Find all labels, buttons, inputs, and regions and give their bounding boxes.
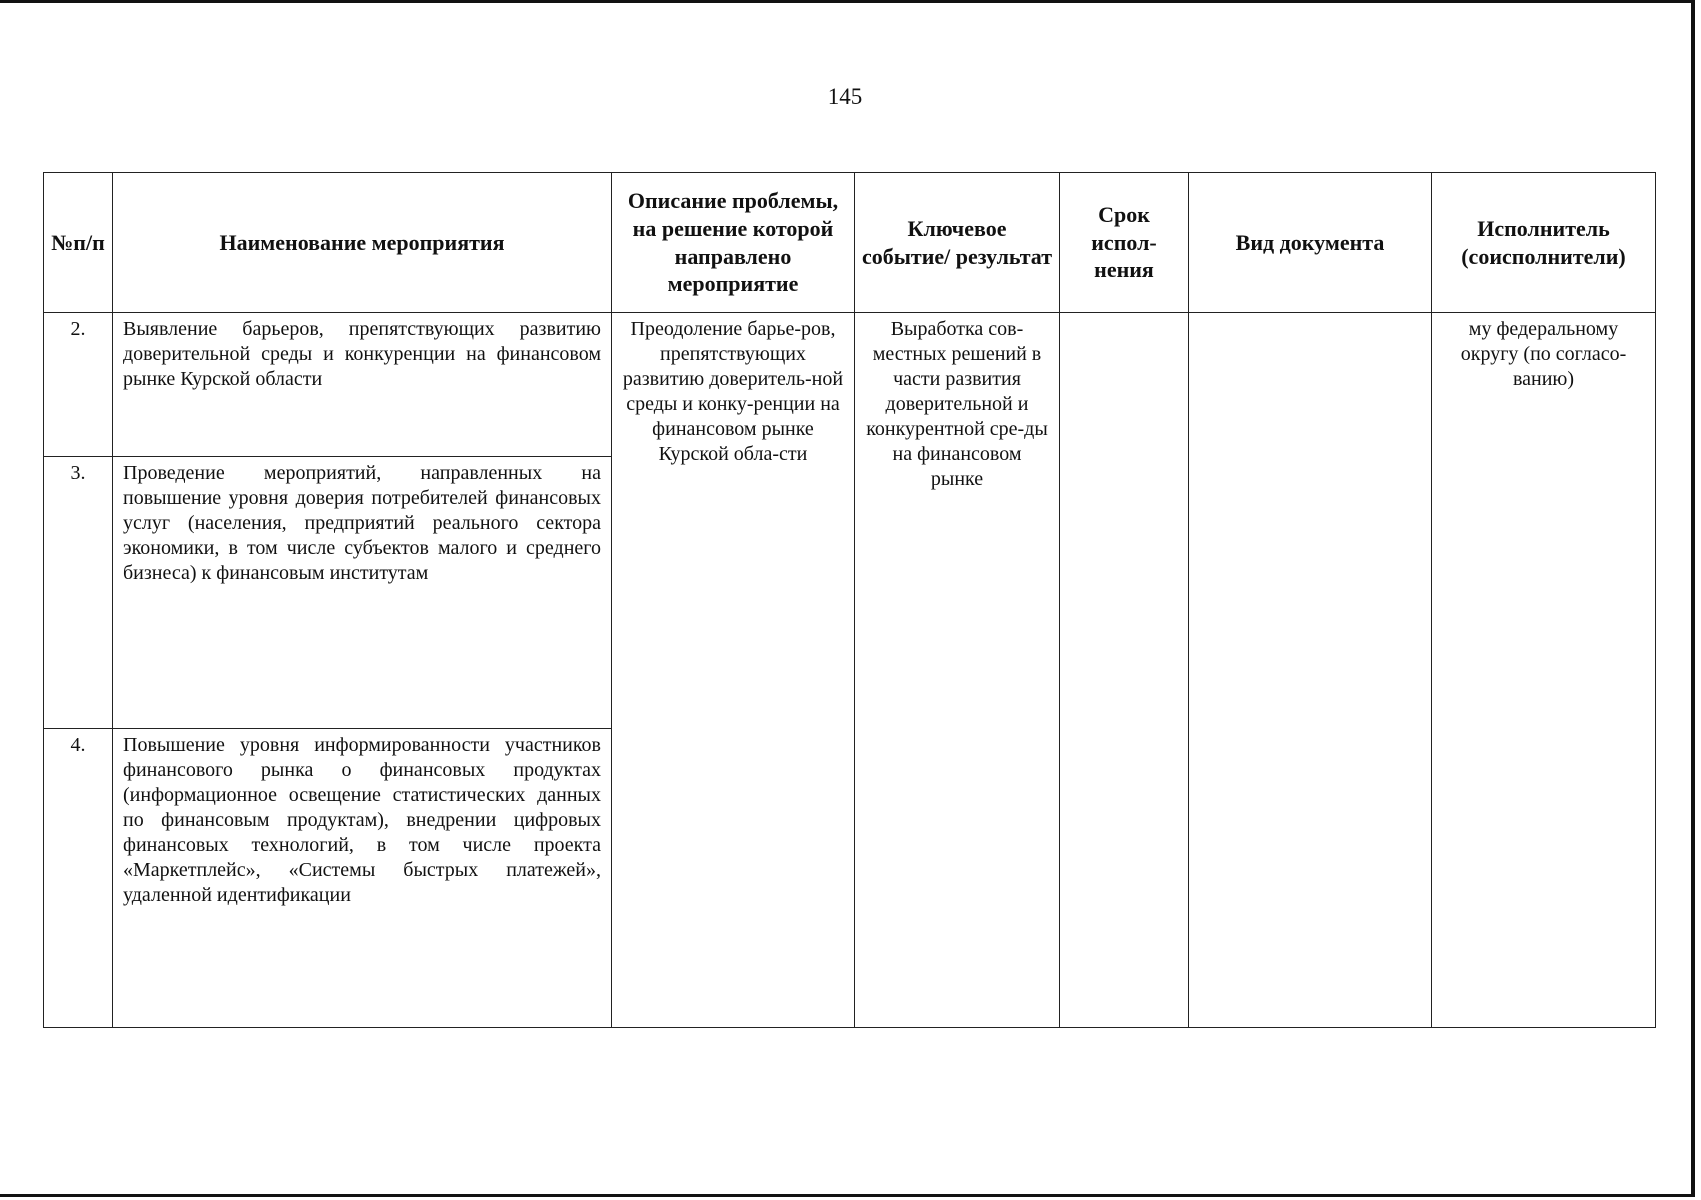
header-num: №п/п <box>44 173 113 313</box>
header-problem: Описание проблемы, на решение которой направлено мероприятие <box>612 173 855 313</box>
header-key-event: Ключевое событие/ результат <box>855 173 1060 313</box>
table-header-row <box>44 173 1656 313</box>
activity-name: Повышение уровня информированности участников финансового рынка о финансовых продуктах (информационное освещение статистических данных по финансовым продуктам), внедрении цифровых финансовых технологий, в том числе проекта «Маркетплейс», «Системы быстрых платежей», удаленной идентификации <box>113 729 612 1028</box>
activities-table <box>43 172 1656 1028</box>
activity-name: Выявление барьеров, препятствующих развитию доверительной среды и конкуренции на финансовом рынке Курской области <box>113 313 612 457</box>
row-number: 4. <box>44 729 113 1028</box>
activity-name: Проведение мероприятий, направленных на повышение уровня доверия потребителей финансовых услуг (населения, предприятий реального сектора экономики, в том числе субъектов малого и среднего бизнеса) к финансовым институтам <box>113 457 612 729</box>
page-number: 145 <box>827 84 863 109</box>
header-executor: Исполнитель (соисполнители) <box>1432 173 1656 313</box>
header-name: Наименование мероприятия <box>113 173 612 313</box>
table-row <box>44 313 1656 457</box>
executor-cell: му федеральному округу (по согласо-ванию) <box>1432 313 1656 1028</box>
row-number: 2. <box>44 313 113 457</box>
problem-description: Преодоление барье-ров, препятствующих развитию доверитель-ной среды и конку-ренции на финансовом рынке Курской обла-сти <box>612 313 855 1028</box>
deadline-cell <box>1060 313 1189 1028</box>
row-number: 3. <box>44 457 113 729</box>
header-deadline: Срок испол-нения <box>1060 173 1189 313</box>
doc-type-cell <box>1189 313 1432 1028</box>
key-event: Выработка сов-местных решений в части развития доверительной и конкурентной сре-ды на финансовом рынке <box>855 313 1060 1028</box>
header-doc-type: Вид документа <box>1189 173 1432 313</box>
